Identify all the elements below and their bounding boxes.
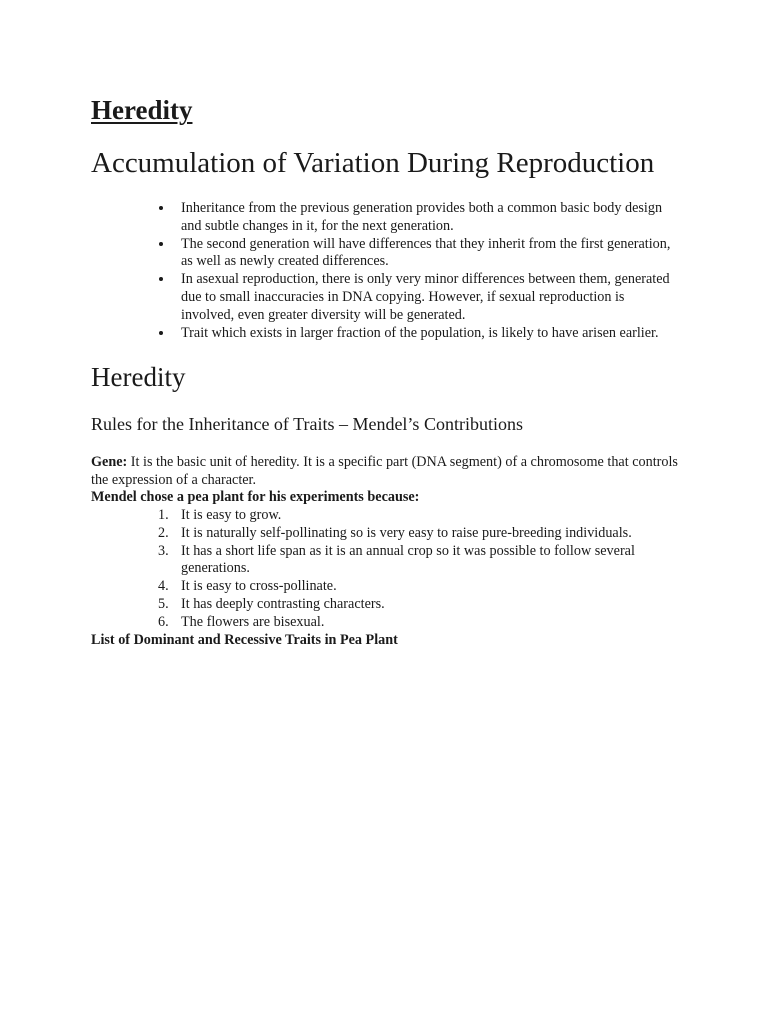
variation-bullet-list <box>181 200 681 342</box>
bullet-item <box>181 200 681 236</box>
list-number: 4. <box>158 578 169 595</box>
traits-list-heading: List of Dominant and Recessive Traits in Pea Plant <box>91 632 398 648</box>
bullet-item <box>181 271 681 324</box>
bullet-icon <box>159 206 163 210</box>
section-heading-heredity: Heredity <box>91 362 186 392</box>
list-item <box>158 613 681 632</box>
bullet-icon <box>159 331 163 335</box>
section-subheading-mendel: Rules for the Inheritance of Traits – Mendel’s Contributions <box>91 414 523 434</box>
list-item <box>158 542 681 579</box>
bullet-item <box>181 325 681 343</box>
list-text: It is easy to grow. <box>181 507 282 523</box>
bullet-text: Inheritance from the previous generation provides both a common basic body design and subtle changes in it, for the next generation. <box>181 200 663 234</box>
list-number: 3. <box>158 542 169 559</box>
bullet-text: Trait which exists in larger fraction of the population, is likely to have arisen earlier. <box>181 324 659 341</box>
list-text: The flowers are bisexual. <box>181 613 325 630</box>
bullet-text: The second generation will have differences that they inherit from the first generation, as well as newly created differences. <box>181 235 671 270</box>
document-title: Heredity <box>91 95 193 125</box>
mendel-reasons-list <box>158 507 681 632</box>
list-item <box>158 524 681 543</box>
gene-label: Gene: <box>91 454 128 470</box>
mendel-reasons-heading: Mendel chose a pea plant for his experiments because: <box>91 489 420 505</box>
bullet-text: In asexual reproduction, there is only very minor differences between them, generated due to small inaccuracies in DNA copying. However, if sexual reproduction is involved, even greater diversity will be generated. <box>181 271 670 323</box>
list-text: It is easy to cross-pollinate. <box>181 578 337 595</box>
bullet-icon <box>159 277 163 281</box>
list-number: 2. <box>158 524 169 541</box>
list-item <box>158 578 681 596</box>
list-text: It is naturally self-pollinating so is very easy to raise pure-breeding individuals. <box>181 524 632 541</box>
bullet-item <box>181 236 681 272</box>
list-item <box>158 507 681 525</box>
list-item <box>158 595 681 614</box>
gene-text: It is the basic unit of heredity. It is a specific part (DNA segment) of a chromosome that controls the expression of a character. <box>91 454 678 488</box>
list-text: It has deeply contrasting characters. <box>181 595 385 612</box>
list-number: 1. <box>158 507 169 523</box>
gene-definition <box>91 454 681 490</box>
bullet-icon <box>159 242 163 246</box>
list-number: 5. <box>158 595 169 612</box>
list-number: 6. <box>158 613 169 630</box>
list-text: It has a short life span as it is an annual crop so it was possible to follow several generations. <box>181 542 635 577</box>
section-title-variation: Accumulation of Variation During Reproduction <box>91 147 655 179</box>
